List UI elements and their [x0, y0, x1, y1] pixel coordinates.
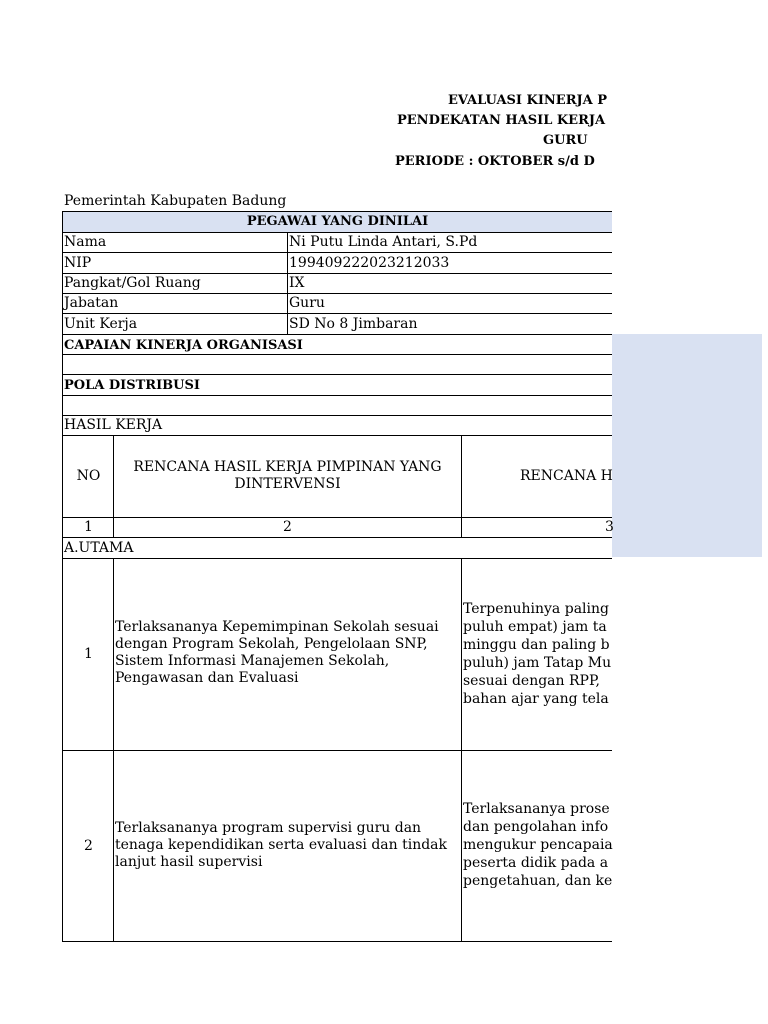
pola-distribusi-label: POLA DISTRIBUSI	[64, 378, 200, 393]
employee-label-nama: Nama	[64, 234, 107, 250]
row-1-no: 1	[84, 646, 93, 662]
employee-label-pangkat: Pangkat/Gol Ruang	[64, 275, 201, 291]
row-2-rencana-pimpinan: Terlaksananya program supervisi guru dan tenaga kependidikan serta evaluasi dan tindak lanjut hasil supervisi	[115, 820, 448, 870]
grid-line	[62, 313, 612, 314]
row-2-hasil-line-3: mengukur pencapaia	[463, 837, 613, 853]
grid-line	[62, 273, 612, 274]
col-number-1: 1	[84, 519, 93, 535]
grid-line	[62, 435, 612, 436]
hasil-kerja-label: HASIL KERJA	[64, 417, 163, 433]
row-1-hasil-line-5: sesuai dengan RPP,	[463, 673, 600, 689]
grid-line	[62, 395, 612, 396]
grid-line	[62, 415, 612, 416]
organization-name: Pemerintah Kabupaten Badung	[64, 193, 287, 209]
employee-value-jabatan: Guru	[289, 295, 325, 311]
grid-line	[62, 941, 612, 942]
col-number-2: 2	[283, 519, 292, 535]
grid-line	[62, 211, 612, 212]
grid-line	[113, 435, 114, 537]
side-fill	[612, 334, 762, 557]
grid-line	[287, 232, 288, 334]
grid-line	[113, 558, 114, 942]
grid-line	[461, 558, 462, 942]
row-2-hasil-line-1: Terlaksananya prose	[463, 801, 610, 817]
employee-label-jabatan: Jabatan	[64, 295, 119, 311]
employee-value-unit: SD No 8 Jimbaran	[289, 316, 418, 332]
grid-line	[62, 293, 612, 294]
employee-label-unit: Unit Kerja	[64, 316, 138, 332]
group-label-utama: A.UTAMA	[64, 540, 134, 556]
grid-line	[62, 750, 612, 751]
row-1-hasil-line-2: puluh empat) jam ta	[463, 619, 607, 635]
employee-value-nip: 199409222023212033	[289, 255, 450, 271]
employee-value-pangkat: IX	[289, 275, 305, 291]
grid-line	[62, 517, 612, 518]
col-header-rencana-pimpinan: RENCANA HASIL KERJA PIMPINAN YANG DINTERVENSI	[133, 459, 442, 492]
employee-value-nama: Ni Putu Linda Antari, S.Pd	[289, 234, 478, 250]
grid-line	[62, 232, 612, 233]
capaian-kinerja-label: CAPAIAN KINERJA ORGANISASI	[64, 338, 303, 353]
title-line-1: EVALUASI KINERJA P	[448, 93, 608, 108]
row-1-hasil-line-3: minggu dan paling b	[463, 637, 610, 653]
grid-line	[62, 354, 612, 355]
grid-line	[62, 252, 612, 253]
grid-line	[62, 334, 612, 335]
title-line-4: PERIODE : OKTOBER s/d D	[395, 154, 595, 169]
row-1-hasil-line-4: puluh) jam Tatap Mu	[463, 655, 612, 671]
grid-line	[62, 374, 612, 375]
row-2-hasil-line-5: pengetahuan, dan ke	[463, 873, 613, 889]
col-header-no: NO	[76, 468, 101, 484]
row-1-hasil-line-6: bahan ajar yang tela	[463, 691, 609, 707]
col-header-rencana-hasil: RENCANA H	[520, 468, 613, 484]
grid-line	[62, 537, 612, 538]
grid-line	[62, 558, 612, 559]
row-1-hasil-line-1: Terpenuhinya paling	[463, 601, 609, 617]
title-line-3: GURU	[543, 133, 588, 148]
grid-line	[62, 211, 63, 942]
grid-line	[461, 435, 462, 537]
title-line-2: PENDEKATAN HASIL KERJA	[397, 113, 606, 128]
row-1-rencana-pimpinan: Terlaksananya Kepemimpinan Sekolah sesuai dengan Program Sekolah, Pengelolaan SNP, Sistem Informasi Manajemen Sekolah, Pengawasan dan Evaluasi	[115, 619, 439, 686]
section-title: PEGAWAI YANG DINILAI	[246, 214, 429, 229]
row-2-no: 2	[84, 838, 93, 854]
employee-label-nip: NIP	[64, 255, 92, 271]
col-number-3: 3	[605, 519, 614, 535]
row-2-hasil-line-2: dan pengolahan info	[463, 819, 609, 835]
row-2-hasil-line-4: peserta didik pada a	[463, 855, 609, 871]
